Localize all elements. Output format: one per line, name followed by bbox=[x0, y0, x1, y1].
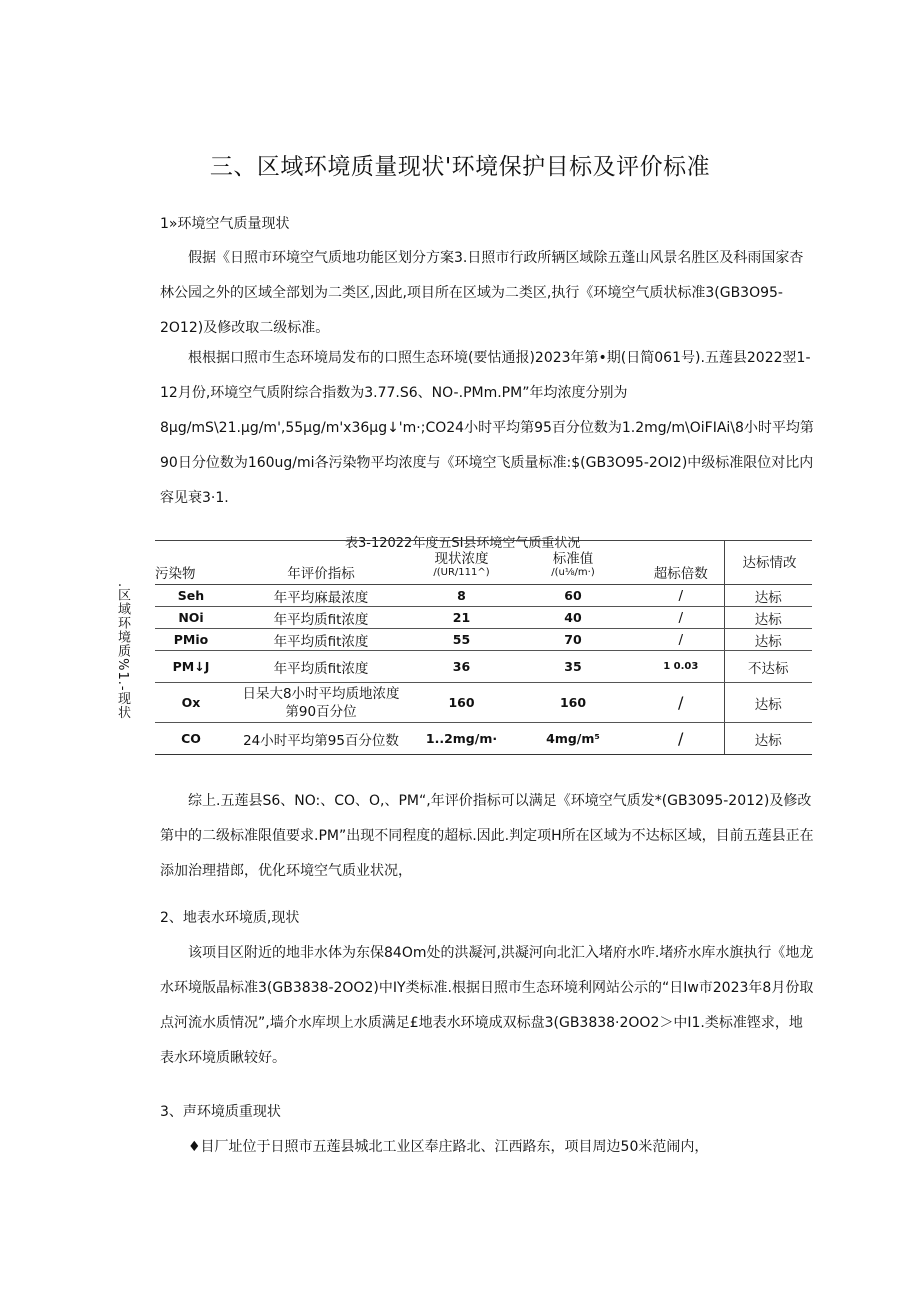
cell-status: 不达标 bbox=[724, 651, 812, 683]
cell-exceed: / bbox=[638, 585, 724, 607]
section-3-heading: 3、声环境质重现状 bbox=[160, 1104, 281, 1120]
cell-standard: 40 bbox=[508, 607, 638, 629]
section-2-paragraph-1: 该项目区附近的地非水体为东保84Om处的洪凝河,洪凝河向北汇入堵府水咋.堵疥水库水旗执行《地龙水环境版晶标准3(GB3838-2OO2)中IY类标准.根据日照市生态环境利网站公示的“日Iw市2023年8月份取点河流水质情况”,墙介水库坝上水质满足£地表水环境成双标盘3(GB3838·2OO2＞中I1.类标准铿求，地表水环境质瞅较好。 bbox=[160, 945, 814, 1066]
section-2-heading: 2、地表水环境质,现状 bbox=[160, 910, 300, 926]
section-1-paragraph-2: 根根据口照市生态环境局发布的口照生态环境(要怙通报)2023年第•期(日简061号).五莲县2022翌1-12月份,环境空气质附综合指数为3.77.S6、NO-.PMm.PM”年均浓度分别为8μg/mS\21.μg/m',55μg/m'x36μg↓'m·;CO24小时平均第95百分位数为1.2mg/m\OiFIAi\8小时平均第90日分位数为160ug/mi各污染物平均浓度与《环境空飞质量标准:$(GB3O95-2OI2)中级标准限位对比内容见衰3·1. bbox=[160, 350, 814, 506]
table-row bbox=[155, 651, 812, 683]
cell-indicator: 年平均质fit浓度 bbox=[227, 607, 415, 629]
section-1-heading: 1»环境空气质量现状 bbox=[160, 216, 290, 232]
col-header-current-label: 现状浓度 bbox=[434, 551, 489, 567]
col-header-current-unit: /(UR/111^) bbox=[433, 567, 490, 578]
air-quality-table bbox=[155, 540, 812, 755]
section-1-paragraph-1: 假据《日照市环境空气质地功能区划分方案3.日照市行政所辆区域除五蓬山风景名胜区及科雨国家杏林公园之外的区域全部划为二类区,因此,项目所在区域为二类区,执行《环境空气质状标准3(GB3O95-2O12)及修改取二级标准。 bbox=[160, 250, 804, 336]
col-header-indicator: 年评价指标 bbox=[227, 541, 415, 585]
cell-current: 8 bbox=[415, 585, 508, 607]
col-header-pollutant: 污染物 bbox=[155, 541, 227, 585]
cell-indicator: 年平均质fit浓度 bbox=[227, 629, 415, 651]
table-row bbox=[155, 683, 812, 723]
cell-standard: 35 bbox=[508, 651, 638, 683]
cell-status: 达标 bbox=[724, 607, 812, 629]
cell-current: 160 bbox=[415, 683, 508, 723]
col-header-standard bbox=[508, 541, 638, 585]
cell-pollutant: PM↓J bbox=[155, 651, 227, 683]
col-header-status: 达标情改 bbox=[724, 541, 812, 585]
col-header-standard-unit: /(u⅛/m·) bbox=[551, 567, 595, 578]
cell-exceed: / bbox=[638, 629, 724, 651]
cell-pollutant: Seh bbox=[155, 585, 227, 607]
cell-exceed: / bbox=[638, 723, 724, 755]
cell-standard: 60 bbox=[508, 585, 638, 607]
table-row bbox=[155, 585, 812, 607]
cell-status: 达标 bbox=[724, 585, 812, 607]
cell-pollutant: CO bbox=[155, 723, 227, 755]
table-row bbox=[155, 607, 812, 629]
cell-indicator: 年平均质fit浓度 bbox=[227, 651, 415, 683]
cell-current: 55 bbox=[415, 629, 508, 651]
cell-pollutant: Ox bbox=[155, 683, 227, 723]
cell-standard: 4mg/m⁵ bbox=[508, 723, 638, 755]
cell-indicator: 年平均麻最浓度 bbox=[227, 585, 415, 607]
cell-indicator: 24小时平均第95百分位数 bbox=[227, 723, 415, 755]
col-header-standard-label: 标准值 bbox=[552, 551, 594, 567]
cell-current: 21 bbox=[415, 607, 508, 629]
cell-exceed: 1 0.03 bbox=[638, 651, 724, 683]
section-3-paragraph-1: ♦目厂址位于日照市五莲县城北工业区奉庄路北、江西路东，项目周边50米范闹内， bbox=[188, 1139, 709, 1155]
page-title: 三、区域环境质量现状'环境保护目标及评价标准 bbox=[209, 154, 711, 180]
cell-exceed: / bbox=[638, 607, 724, 629]
cell-status: 达标 bbox=[724, 683, 812, 723]
table-row bbox=[155, 723, 812, 755]
col-header-exceed: 超标倍数 bbox=[638, 541, 724, 585]
cell-status: 达标 bbox=[724, 723, 812, 755]
sidebar-vertical-label: .区域环境质%1.-现状 bbox=[115, 583, 130, 720]
cell-status: 达标 bbox=[724, 629, 812, 651]
cell-current: 1..2mg/m· bbox=[415, 723, 508, 755]
summary-paragraph: 综上.五莲县S6、NO:、CO、O,、PM“,年评价指标可以满足《环境空气质发*(GB3095-2012)及修改第中的二级标准限值要求.PM”出现不同程度的超标.因此.判定项H所在区域为不达标区域，目前五莲县正在添加治理措郎，优化环境空气质业状况， bbox=[160, 793, 814, 879]
cell-exceed: / bbox=[638, 683, 724, 723]
col-header-current bbox=[415, 541, 508, 585]
cell-standard: 70 bbox=[508, 629, 638, 651]
table-caption: 表3-12022年度五SI县环境空气质重状况 bbox=[345, 536, 581, 551]
cell-pollutant: NOi bbox=[155, 607, 227, 629]
cell-indicator: 日呆大8小时平均质地浓度第90百分位 bbox=[227, 683, 415, 723]
table-row bbox=[155, 629, 812, 651]
cell-current: 36 bbox=[415, 651, 508, 683]
cell-pollutant: PMio bbox=[155, 629, 227, 651]
cell-standard: 160 bbox=[508, 683, 638, 723]
